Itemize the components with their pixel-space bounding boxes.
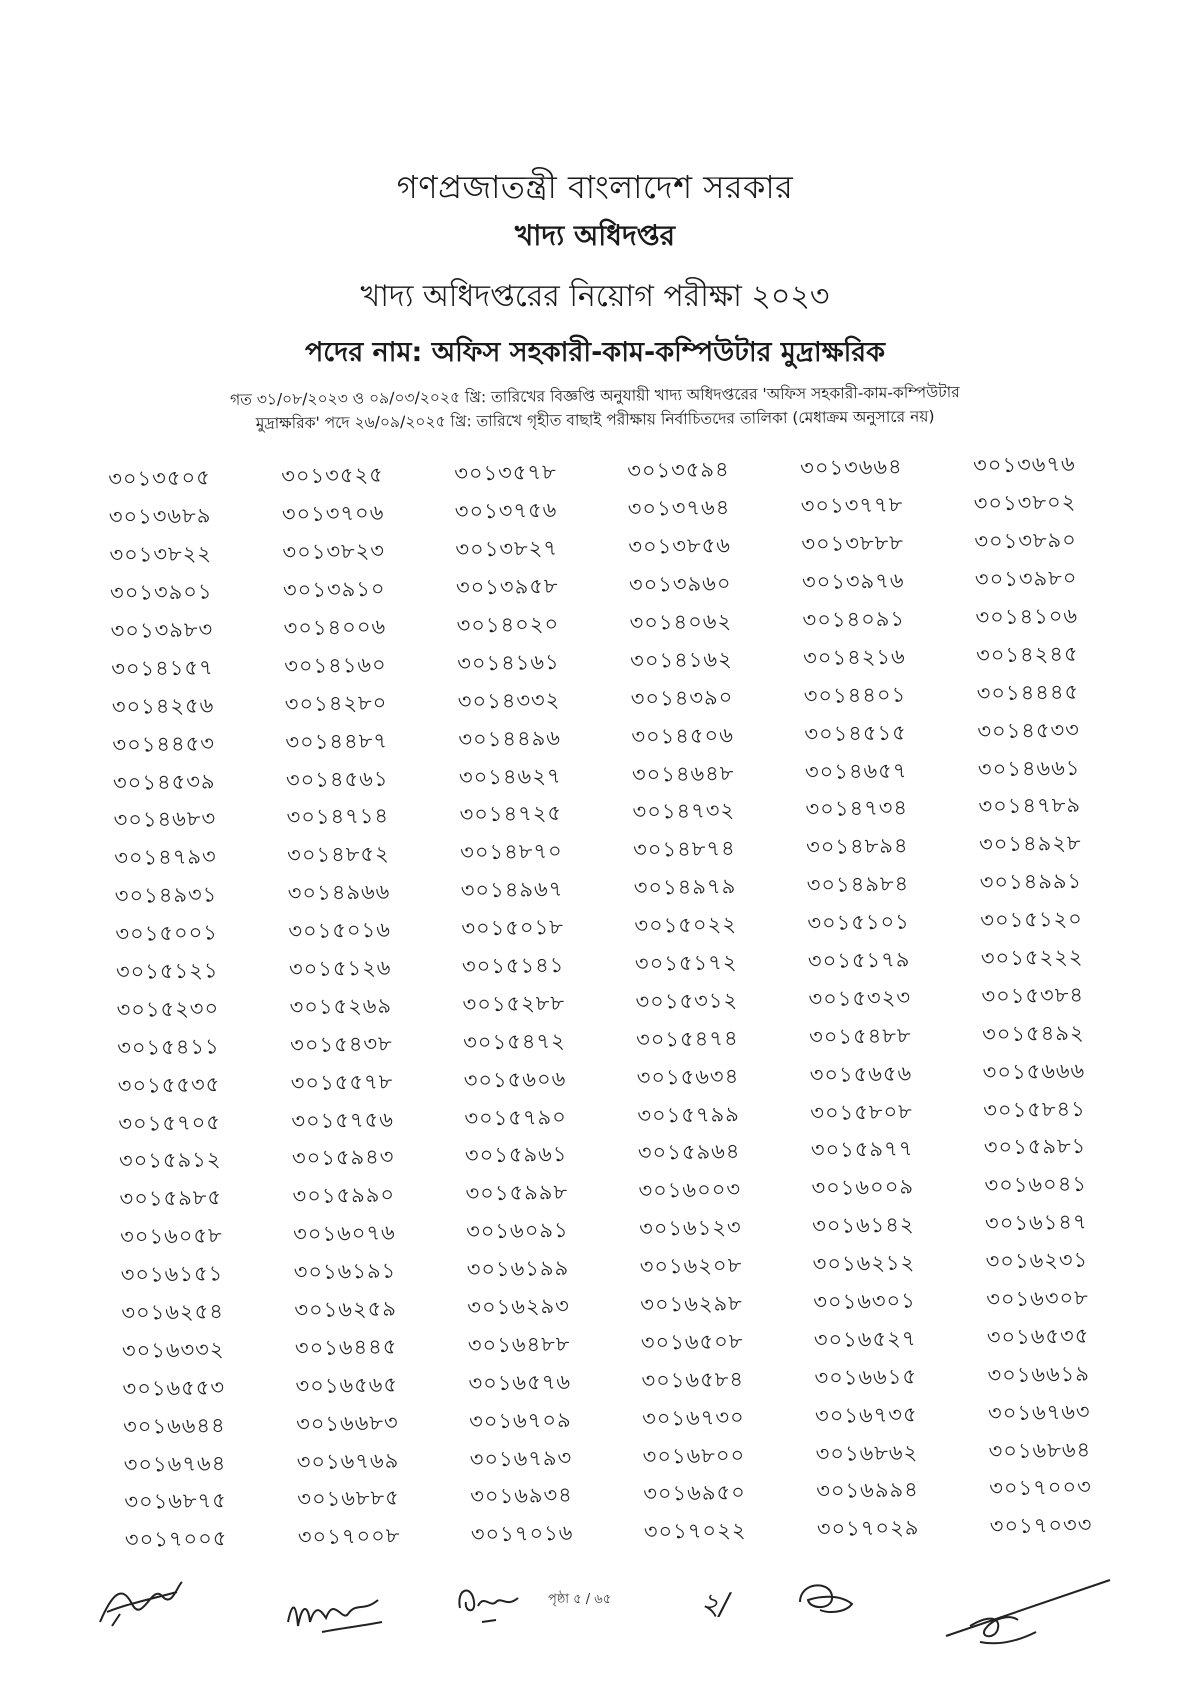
roll-number: ৩০১৭০২৯: [816, 1515, 920, 1542]
roll-number: ৩০১৪৭৯৩: [114, 844, 217, 871]
roll-number: ৩০১৪৮৯৪: [805, 833, 909, 860]
roll-number: ৩০১৪৬৪৮: [631, 760, 735, 787]
roll-number: ৩০১৪২৮০: [284, 690, 388, 717]
department-heading: খাদ্য অধিদপ্তর: [514, 219, 676, 252]
roll-number: ৩০১৫৩৮৪: [981, 982, 1085, 1009]
roll-number: ৩০১৫১২৬: [288, 955, 392, 982]
signature-4: [790, 1574, 870, 1624]
roll-number: ৩০১৬২০৮: [639, 1253, 743, 1279]
roll-number: ৩০১৩৮২৩: [282, 538, 386, 565]
roll-number: ৩০১৫৮০৮: [810, 1099, 913, 1125]
roll-number: ৩০১৪৩৯০: [630, 684, 734, 711]
roll-number: ৩০১৬৮৬২: [815, 1439, 919, 1466]
roll-number: ৩০১৬২৯৮: [640, 1291, 743, 1317]
roll-number: ৩০১৪৬২৭: [458, 763, 562, 790]
roll-number: ৩০১৬৯৯৪: [816, 1477, 919, 1504]
roll-number: ৩০১৫৬০৬: [463, 1066, 567, 1093]
roll-number: ৩০১৬৮৭৫: [124, 1488, 228, 1515]
roll-number: ৩০১৫১২১: [115, 958, 219, 984]
roll-number: ৩০১৬০০৯: [811, 1174, 915, 1201]
roll-number: ৩০১৫৪১১: [117, 1034, 220, 1060]
roll-number: ৩০১৪৯২৮: [978, 831, 1082, 857]
government-heading: গণপ্রজাতন্ত্রী বাংলাদেশ সরকার: [396, 168, 794, 206]
roll-number: ৩০১৩৭০৬: [281, 500, 385, 527]
roll-number: ৩০১৫১০১: [807, 909, 910, 936]
roll-number: ৩০১৫৯৭৭: [810, 1136, 914, 1163]
roll-number: ৩০১৬৭৩৫: [814, 1402, 918, 1428]
roll-number: ৩০১৫৭৫৬: [291, 1107, 395, 1133]
roll-number: ৩০১৬৪৮৮: [467, 1331, 571, 1358]
roll-number: ৩০১৬১৪৭: [984, 1209, 1088, 1236]
roll-number: ৩০১৫৩২৩: [808, 985, 912, 1011]
roll-number: ৩০১৫০২২: [634, 912, 738, 938]
roll-number: ৩০১৫৯৮১: [983, 1134, 1087, 1160]
roll-number: ৩০১৬১২৩: [638, 1215, 742, 1242]
roll-number: ৩০১৪১৬২: [629, 647, 733, 673]
roll-number: ৩০১৩৯৮০: [974, 565, 1078, 592]
roll-number: ৩০১৪৭২৫: [459, 801, 563, 827]
roll-number: ৩০১৬৫৮৪: [641, 1366, 745, 1393]
roll-number: ৩০১৫১৭৯: [807, 947, 911, 974]
signature-footer: [0, 1574, 1190, 1674]
roll-number: ৩০১৪৬৮৩: [113, 806, 217, 833]
roll-number: ৩০১৫৭৯৯: [637, 1101, 740, 1128]
roll-number: ৩০১৪৭৩৪: [805, 795, 909, 822]
roll-number: ৩০১৫৫৩৫: [117, 1072, 221, 1098]
roll-number: ৩০১৬০৭৬: [292, 1220, 396, 1247]
roll-number: ৩০১৬৭৬৩: [987, 1399, 1091, 1425]
roll-number-grid: [108, 447, 1105, 1561]
roll-number: ৩০১৭০০৮: [297, 1523, 401, 1550]
exam-title: খাদ্য অধিদপ্তরের নিয়োগ পরীক্ষা ২০২৩: [360, 279, 830, 314]
roll-number: ৩০১৩৮৯০: [974, 528, 1078, 554]
roll-number: ৩০১৪২১৬: [802, 644, 906, 670]
roll-number: ৩০১৭০৩৩: [989, 1513, 1093, 1539]
roll-number: ৩০১৬৭৬৪: [123, 1450, 227, 1477]
roll-number: ৩০১৬৮৬৪: [988, 1437, 1092, 1463]
handwritten-mark: ২/: [700, 1587, 730, 1622]
roll-number: ৩০১৭০০৫: [124, 1526, 228, 1553]
roll-number: ৩০১৩৮২২: [109, 541, 213, 568]
roll-number: ৩০১৬২৩১: [985, 1247, 1089, 1274]
roll-number: ৩০১৬১৪২: [811, 1212, 915, 1239]
roll-number: ৩০১৪৪৪৫: [976, 679, 1080, 706]
roll-number: ৩০১৩৬৮৯: [108, 503, 212, 530]
roll-number: ৩০১৫৬৩৪: [636, 1063, 740, 1090]
roll-number: ৩০১৬৬১৫: [814, 1364, 918, 1390]
roll-number: ৩০১৪৭৮৯: [978, 793, 1082, 819]
roll-number: ৩০১৪৭১৪: [286, 804, 390, 830]
roll-number: ৩০১৬৭৯৩: [469, 1445, 573, 1472]
roll-number: ৩০১৬০৫৮: [119, 1223, 223, 1250]
roll-number: ৩০১৬২৫৯: [294, 1296, 398, 1323]
roll-number: ৩০১৩৯৭৬: [801, 568, 905, 595]
roll-number: ৩০১৩৭৭৮: [800, 492, 904, 519]
roll-number: ৩০১৬৪৪৫: [294, 1334, 398, 1361]
roll-number: ৩০১৪১৫৭: [111, 655, 214, 681]
roll-number: ৩০১৪৯৬৭: [460, 877, 564, 903]
roll-number: ৩০১৪৭৩২: [632, 798, 736, 825]
roll-number: ৩০১৬৬১৯: [987, 1361, 1091, 1388]
roll-number: ৩০১৫৪৮৮: [808, 1023, 912, 1049]
roll-number: ৩০১৫২২২: [980, 944, 1084, 971]
roll-number: ৩০১৪৫০৬: [631, 722, 735, 749]
notice-text: [120, 379, 1070, 437]
roll-number: ৩০১৪৪৫৩: [112, 731, 216, 757]
roll-number: ৩০১৫৪৭২: [462, 1028, 566, 1055]
roll-number: ৩০১৪৯৯১: [979, 868, 1083, 895]
roll-number: ৩০১৪৯৭৯: [633, 874, 737, 901]
roll-number: ৩০১৪৪৮৭: [285, 728, 389, 754]
signature-5: [940, 1574, 1120, 1654]
roll-number: ৩০১৬১৯১: [293, 1258, 397, 1285]
roll-number: ৩০১৫৯৬১: [464, 1142, 568, 1168]
roll-number: ৩০১৩৯৬০: [628, 571, 732, 597]
roll-number: ৩০১৫২৩০: [116, 996, 220, 1022]
roll-number: ৩০১৬২৫৪: [121, 1299, 225, 1325]
roll-number: ৩০১৪২৫৬: [111, 693, 215, 719]
signature-1: [92, 1574, 187, 1634]
roll-number: ৩০১৬১৯৯: [466, 1255, 570, 1282]
signature-3: [452, 1578, 532, 1628]
roll-number: ৩০১৫৪৯২: [981, 1020, 1085, 1047]
roll-number: ৩০১৪৮৭০: [459, 839, 563, 865]
roll-number: ৩০১৩৭৫৬: [454, 498, 558, 524]
roll-number: ৩০১৪৫৩৯: [112, 768, 216, 795]
roll-number: ৩০১৪৬৫৭: [804, 758, 908, 784]
roll-number: ৩০১৬৫০৮: [640, 1329, 744, 1355]
roll-number: ৩০১৬০৪১: [984, 1172, 1088, 1198]
roll-number: ৩০১৪৮৭৪: [632, 836, 736, 863]
roll-number: ৩০১৫৯৯০: [292, 1182, 396, 1209]
roll-number: ৩০১৬৭৬৯: [296, 1448, 400, 1474]
roll-number: ৩০১৫১২০: [980, 906, 1083, 933]
roll-number: ৩০১৪৬৬১: [977, 755, 1081, 781]
roll-number: ৩০১৬২৯৩: [467, 1293, 571, 1320]
post-name: পদের নাম: অফিস সহকারী-কাম-কম্পিউটার মুদ্রাক্ষরিক: [304, 337, 886, 368]
roll-number: ৩০১৫৪৭৪: [635, 1025, 739, 1052]
roll-number: ৩০১৬০৯১: [465, 1218, 569, 1244]
roll-number: ৩০১৩৫৯৪: [627, 457, 730, 484]
roll-number: ৩০১৪৩৩২: [457, 687, 561, 714]
roll-number: ৩০১৩৯৫৮: [455, 574, 559, 600]
roll-number: ৩০১৪৪৯৬: [458, 725, 562, 752]
roll-number: ৩০১৪৫৩৩: [977, 717, 1081, 744]
roll-number: ৩০১৭০২২: [643, 1518, 747, 1545]
roll-number: ৩০১৬৮০০: [642, 1442, 746, 1469]
roll-number: ৩০১৬৫৭৬: [468, 1369, 572, 1396]
roll-number: ৩০১৫০১৬: [288, 917, 392, 944]
roll-number: ৩০১৪২৪৫: [975, 641, 1079, 668]
roll-number: ৩০১৬৯৩৪: [470, 1483, 573, 1509]
roll-number: ৩০১৫৬৬৬: [982, 1058, 1086, 1085]
roll-number: ৩০১৩৯১০: [282, 576, 386, 603]
roll-number: ৩০১৬৯৫০: [643, 1480, 746, 1507]
roll-number: ৩০১৬৩০৮: [986, 1285, 1089, 1312]
roll-number: ৩০১৭০১৬: [470, 1521, 574, 1547]
roll-number: ৩০১৫৩১২: [635, 988, 739, 1014]
roll-number: ৩০১৫৭০৫: [118, 1109, 222, 1136]
roll-number: ৩০১৫৪৩৮: [289, 1031, 393, 1058]
roll-number: ৩০১৫২৬৯: [289, 993, 393, 1020]
roll-number: ৩০১৩৫০৫: [108, 465, 211, 492]
roll-number: ৩০১৩৮০২: [973, 490, 1077, 516]
roll-number: ৩০১৫৯৯৮: [465, 1180, 569, 1206]
roll-number: ৩০১৪৮৫২: [287, 841, 390, 868]
roll-number: ৩০১৪৪০১: [803, 682, 907, 708]
roll-number: ৩০১৭০০৩: [989, 1475, 1092, 1501]
roll-number: ৩০১৫৯১২: [118, 1147, 222, 1174]
roll-number: ৩০১৩৬৭৬: [972, 452, 1076, 478]
roll-number: ৩০১৬২১২: [812, 1250, 916, 1277]
roll-number: ৩০১৩৮৮৮: [801, 530, 905, 557]
roll-number: ৩০১৪৫৬১: [285, 766, 389, 792]
roll-number: ৩০১৫২৮৮: [462, 990, 566, 1017]
roll-number: ৩০১৪০৬২: [629, 609, 733, 635]
signature-2: [282, 1582, 392, 1642]
roll-number: ৩০১৫০১৮: [461, 915, 565, 941]
roll-number: ৩০১৪০০৬: [283, 614, 387, 641]
roll-number: ৩০১৫৭৯০: [464, 1104, 568, 1131]
roll-number: ৩০১৪০২০: [456, 611, 560, 638]
page-number: পৃষ্ঠা ৫ / ৬৫: [548, 1592, 612, 1607]
roll-number: ৩০১৫৮৪১: [983, 1096, 1086, 1122]
roll-number: ৩০১৫৬৫৬: [809, 1061, 913, 1087]
roll-number: ৩০১৬৭৩০: [641, 1404, 745, 1431]
roll-number: ৩০১৪৯৬৬: [287, 879, 391, 906]
roll-number: ৩০১৬১৫১: [120, 1261, 224, 1288]
roll-number: ৩০১৩৭৬৪: [627, 495, 731, 522]
roll-number: ৩০১৩৮২৭: [455, 536, 559, 562]
roll-number: ৩০১৩৯০১: [109, 579, 213, 606]
roll-number: ৩০১৫৯৮৫: [119, 1185, 223, 1212]
notice-line-2: মুদ্রাক্ষরিক' পদে ২৬/০৯/২০২৫ খ্রি: তারিখে গৃহীত বাছাই পরীক্ষায় নির্বাচিতদের তালিকা (মেধাক্রম অনুসারে নয়): [255, 407, 935, 433]
roll-number: ৩০১৫৯৪৩: [291, 1145, 395, 1171]
roll-number: ৩০১৫১৭২: [634, 950, 738, 976]
roll-number: ৩০১৩৯৮৩: [110, 617, 214, 643]
roll-number: ৩০১৪৯৩১: [114, 882, 218, 909]
roll-number: ৩০১৪১৬০: [284, 652, 387, 679]
roll-number: ৩০১৬৩৩২: [121, 1337, 225, 1363]
roll-number: ৩০১৬০০৩: [638, 1177, 742, 1204]
roll-number: ৩০১৩৫৭৮: [454, 460, 557, 486]
roll-number: ৩০১৪৫১৫: [804, 720, 907, 746]
roll-number: ৩০১৬৫৬৫: [295, 1372, 399, 1398]
roll-number: ৩০১৬৫২৭: [813, 1326, 917, 1352]
roll-number: ৩০১৫৯৬৪: [637, 1139, 741, 1166]
roll-number: ৩০১৩৫২৫: [281, 463, 384, 489]
roll-number: ৩০১৬৬৮৩: [295, 1410, 399, 1436]
roll-number: ৩০১৪১৬১: [457, 649, 560, 676]
roll-number: ৩০১৫১৪১: [461, 952, 565, 979]
roll-number: ৩০১৩৮৫৬: [628, 533, 732, 560]
roll-number: ৩০১৬৫৫৩: [122, 1375, 226, 1401]
roll-number: ৩০১৬৬৪৪: [122, 1412, 226, 1439]
roll-number: ৩০১৬৭০৯: [468, 1407, 572, 1434]
roll-number: ৩০১৬৩০১: [813, 1288, 916, 1315]
roll-number: ৩০১৫০০১: [115, 920, 219, 947]
roll-number: ৩০১৩৬৬৪: [800, 454, 903, 481]
roll-number: ৩০১৬৮৮৫: [297, 1486, 400, 1512]
roll-number: ৩০১৪৯৮৪: [806, 871, 910, 898]
notice-line-1: গত ৩১/০৮/২০২৩ ও ০৯/০৩/২০২৫ খ্রি: তারিখের বিজ্ঞপ্তি অনুযায়ী খাদ্য অধিদপ্তরের 'অফিস সহকারী-কাম-কম্পিউটার: [229, 383, 960, 409]
roll-number: ৩০১৫৫৭৮: [290, 1069, 394, 1095]
roll-number: ৩০১৪১০৬: [975, 603, 1079, 630]
roll-number: ৩০১৬৫৩৫: [986, 1323, 1090, 1350]
roll-number: ৩০১৪০৯১: [802, 606, 906, 633]
